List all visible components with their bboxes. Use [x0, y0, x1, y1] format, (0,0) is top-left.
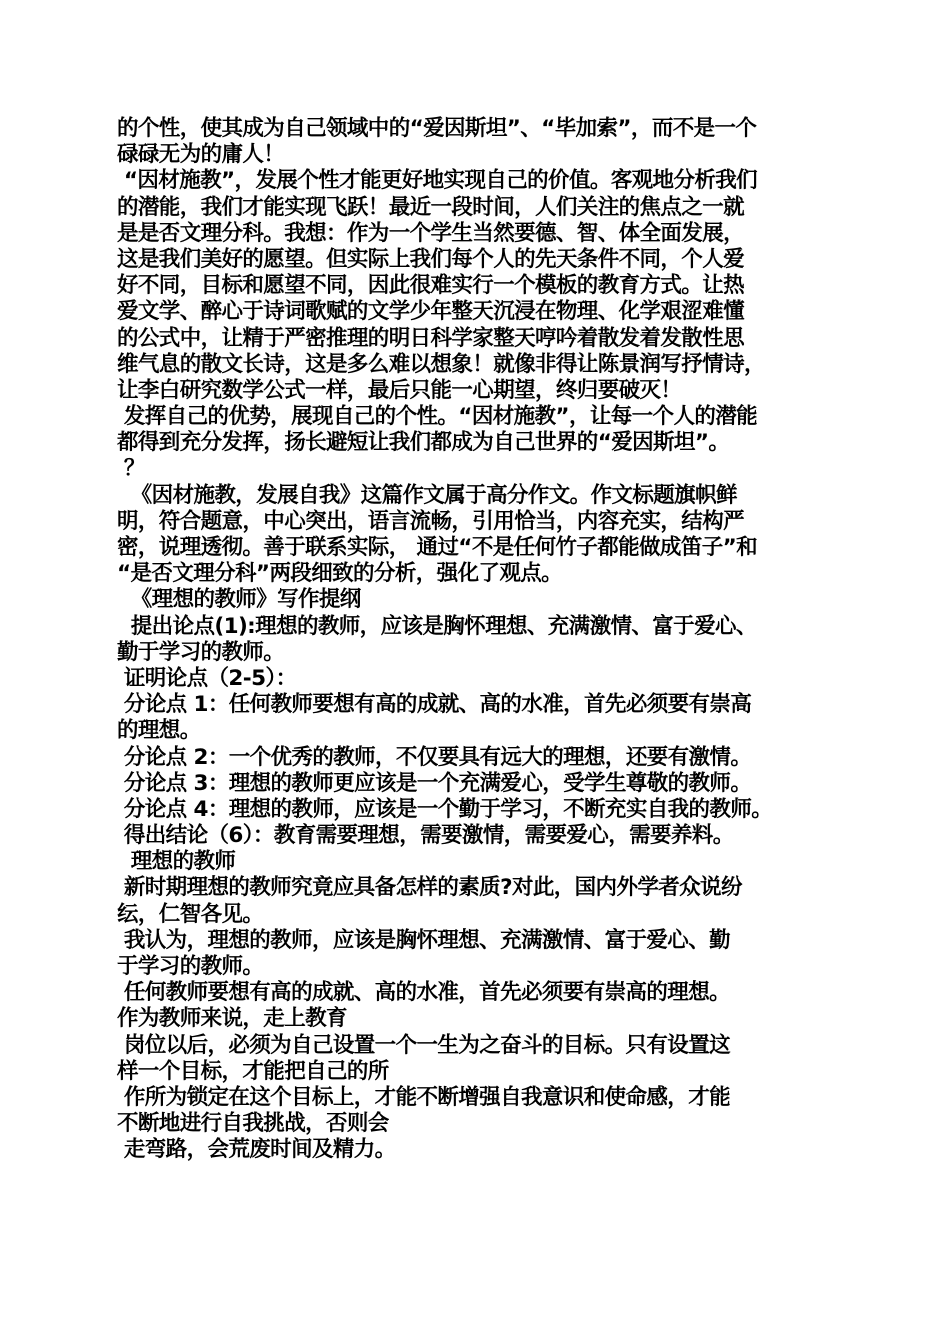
text-line: “因材施教”，发展个性才能更好地实现自己的价值。客观地分析我们: [117, 168, 758, 194]
text-line: 不断地进行自我挑战，否则会: [117, 1111, 389, 1137]
text-line: 《理想的教师》写作提纲: [117, 587, 361, 613]
text-line: 让李白研究数学公式一样，最后只能一心期望，终归要破灭！: [117, 377, 682, 403]
text-line: 明，符合题意，中心突出，语言流畅，引用恰当，内容充实，结构严: [117, 508, 745, 534]
text-line: 理想的教师: [117, 849, 236, 875]
text-line: 分论点 2：一个优秀的教师，不仅要具有远大的理想，还要有激情。: [117, 744, 752, 770]
text-line: 密，说理透彻。善于联系实际， 通过“不是任何竹子都能做成笛子”和: [117, 535, 758, 560]
text-line: 分论点 1：任何教师要想有高的成就、高的水准，首先必须要有崇高: [117, 692, 752, 718]
text-line: 的理想。: [117, 718, 201, 744]
text-line: 碌碌无为的庸人！: [117, 142, 285, 168]
text-line: 证明论点（2-5）：: [117, 665, 297, 691]
text-line: 维气息的散文长诗，这是多么难以想象！就像非得让陈景润写抒情诗，: [117, 351, 765, 377]
text-line: 任何教师要想有高的成就、高的水准，首先必须要有崇高的理想。: [117, 980, 730, 1006]
text-line: 勤于学习的教师。: [117, 639, 285, 665]
text-line: 作所为锁定在这个目标上，才能不断增强自我意识和使命感，才能: [117, 1084, 730, 1110]
text-line: “是否文理分科”两段细致的分析，强化了观点。: [117, 561, 563, 587]
text-line: ？: [117, 456, 145, 482]
text-line: 岗位以后，必须为自己设置一个一生为之奋斗的目标。只有设置这: [117, 1032, 730, 1058]
text-line: 的潜能，我们才能实现飞跃！最近一段时间，人们关注的焦点之一就: [117, 194, 745, 220]
text-line: 这是我们美好的愿望。但实际上我们每个人的先天条件不同，个人爱: [117, 246, 745, 272]
text-line: 作为教师来说，走上教育: [117, 1006, 347, 1032]
document-text: [117, 116, 852, 1164]
text-line: 的公式中，让精于严密推理的明日科学家整天哼吟着散发着发散性思: [117, 325, 745, 351]
text-line: 我认为，理想的教师，应该是胸怀理想、充满激情、富于爱心、勤: [117, 927, 730, 953]
text-line: 得出结论（6）：教育需要理想，需要激情，需要爱心，需要养料。: [117, 823, 734, 849]
text-line: 《因材施教，发展自我》这篇作文属于高分作文。作文标题旗帜鲜: [117, 482, 737, 508]
text-line: 走弯路，会荒废时间及精力。: [117, 1137, 396, 1163]
text-line: 爱文学、醉心于诗词歌赋的文学少年整天沉浸在物理、化学艰涩难懂: [117, 299, 745, 325]
text-line: 都得到充分发挥，扬长避短让我们都成为自己世界的“爱因斯坦”。: [117, 430, 730, 456]
text-line: 是是否文理分科。我想：作为一个学生当然要德、智、体全面发展，: [117, 220, 745, 246]
text-line: 提出论点(1):理想的教师，应该是胸怀理想、充满激情、富于爱心、: [117, 613, 757, 639]
text-line: 新时期理想的教师究竟应具备怎样的素质?对此，国内外学者众说纷: [117, 875, 742, 901]
text-line: 的个性，使其成为自己领域中的“爱因斯坦”、“毕加索”，而不是一个: [117, 116, 757, 141]
text-line: 于学习的教师。: [117, 954, 264, 979]
text-line: 样一个目标，才能把自己的所: [117, 1058, 389, 1084]
text-line: 分论点 4：理想的教师，应该是一个勤于学习，不断充实自我的教师。: [117, 796, 773, 822]
text-line: 纭，仁智各见。: [117, 901, 264, 927]
text-line: 好不同，目标和愿望不同，因此很难实行一个模板的教育方式。让热: [117, 273, 745, 299]
text-line: 分论点 3：理想的教师更应该是一个充满爱心，受学生尊敬的教师。: [117, 770, 752, 796]
text-line: 发挥自己的优势，展现自己的个性。“因材施教”，让每一个人的潜能: [117, 404, 758, 430]
